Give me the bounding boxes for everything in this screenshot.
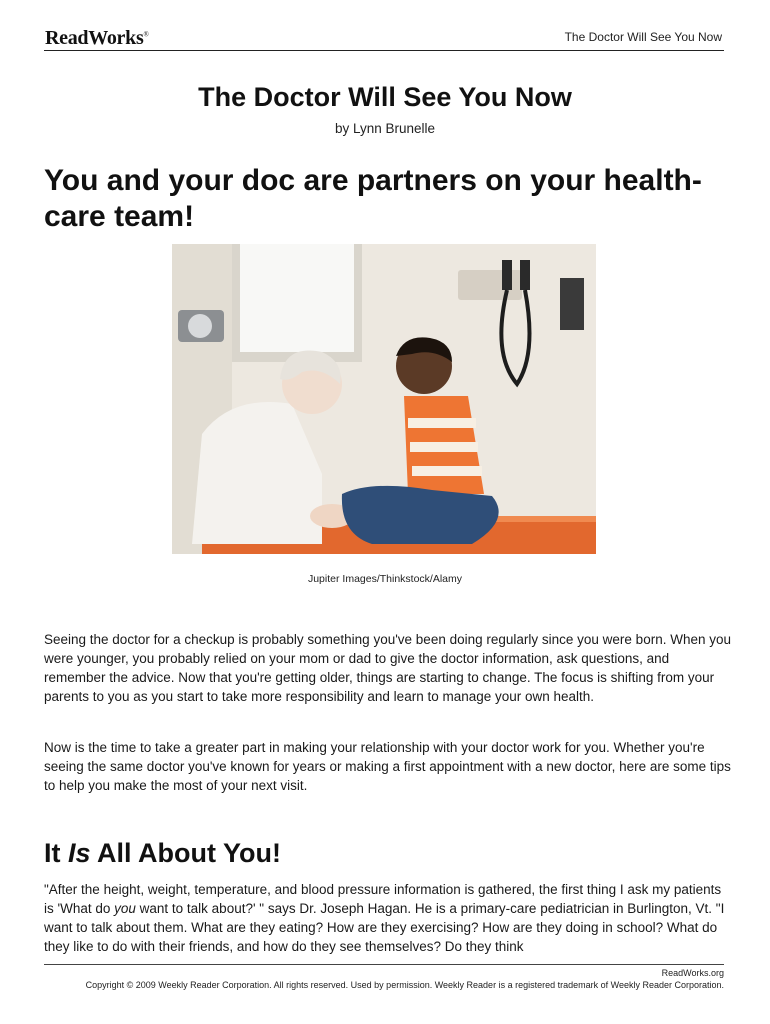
doctor-patient-photo	[172, 244, 596, 554]
footer-site: ReadWorks.org	[661, 968, 724, 978]
section-heading: It Is All About You!	[44, 838, 281, 868]
paragraph-3: "After the height, weight, temperature, and blood pressure information is gathered, the first thing I ask my patients is 'What do you want to talk about?' " says Dr. Joseph Hagan. He is a primary-care pediatrician in Burlington, Vt. "I want to talk about them. What are they eating? How are they exercising? How are they doing in school? What do they like to do with their friends, and how do they see themselves? Do they think	[44, 882, 725, 954]
header-article-title: The Doctor Will See You Now	[564, 30, 722, 44]
page-header	[44, 24, 724, 51]
footer-copyright: Copyright © 2009 Weekly Reader Corporation. All rights reserved. Used by permission. Weekly Reader is a registered trademark of Weekly Reader Corporation.	[85, 979, 724, 990]
article-byline: by Lynn Brunelle	[334, 121, 436, 136]
article-title: The Doctor Will See You Now	[198, 82, 572, 112]
footer-divider	[44, 964, 724, 965]
article-subhead: You and your doc are partners on your health-care team!	[44, 164, 702, 233]
paragraph-2: Now is the time to take a greater part in making your relationship with your doctor work for you. Whether you're seeing the same doctor you've known for years or making a first appointment with a new doctor, here are some tips to help you make the most of your next visit.	[44, 740, 731, 793]
readworks-logo: ReadWorks®	[45, 27, 149, 49]
paragraph-1: Seeing the doctor for a checkup is probably something you've been doing regularly since you were born. When you were younger, you probably relied on your mom or dad to give the doctor information, ask questions, and remember the advice. Now that you're getting older, things are starting to change. The focus is shifting from your parents to you as you start to take more responsibility and learn to manage your own health.	[44, 632, 731, 704]
image-caption: Jupiter Images/Thinkstock/Alamy	[307, 573, 463, 585]
page-footer	[64, 968, 724, 991]
